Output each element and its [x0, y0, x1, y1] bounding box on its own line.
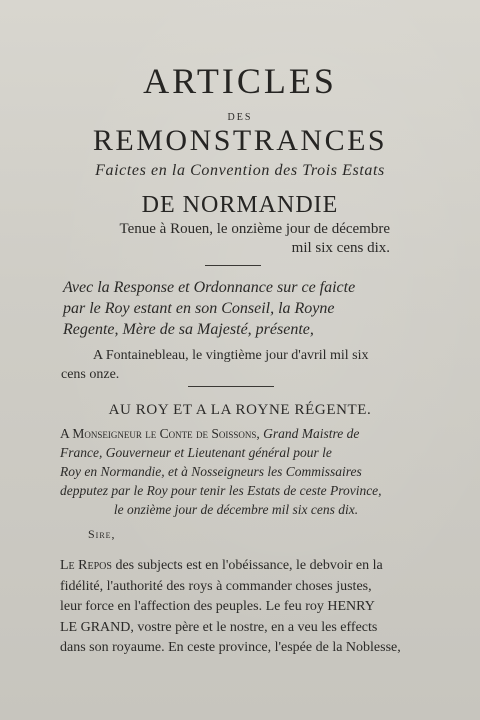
body-line-1-text: des subjects est en l'obéissance, le debvoir en la: [111, 558, 383, 573]
tenue-text: [60, 220, 390, 258]
dedication-recipient: A Monseigneur le Conte de Soissons,: [60, 426, 260, 441]
dedication-line-3: Roy en Normandie, et à Nosseigneurs les Commissaires: [60, 464, 362, 479]
subtitle: Faictes en la Convention des Trois Estats: [95, 162, 385, 179]
title-des: DES: [227, 112, 253, 123]
divider-rule: [188, 386, 274, 387]
salutation: Sire,: [88, 527, 116, 541]
tenue-line-1: Tenue à Rouen, le onzième jour de décembre: [119, 221, 390, 237]
body-line-5: dans son royaume. En ceste province, l'espée de la Noblesse,: [60, 640, 401, 655]
dedication-title: Grand Maistre de: [259, 426, 360, 441]
place-date-paragraph: [61, 346, 411, 384]
address-heading: AU ROY ET A LA ROYNE RÉGENTE.: [108, 402, 372, 418]
response-line-2: par le Roy estant en son Conseil, la Royne: [63, 300, 335, 317]
divider-rule: [205, 265, 261, 266]
title-articles: ARTICLES: [143, 61, 337, 101]
title-remonstrances: REMONSTRANCES: [92, 124, 388, 157]
place-line-2: cens onze.: [61, 367, 120, 382]
place-line-1: A Fontainebleau, le vingtième jour d'avril mil six: [93, 348, 369, 363]
dedication-line-1: [60, 424, 412, 443]
dedication-line-4: depputez par le Roy pour tenir les Estats de ceste Province,: [60, 483, 382, 498]
dedication-line-5: le onzième jour de décembre mil six cens dix.: [113, 502, 359, 517]
response-paragraph: [63, 277, 413, 340]
tenue-line-2: mil six cens dix.: [291, 240, 390, 256]
response-line-3: Regente, Mère de sa Majesté, présente,: [63, 321, 314, 338]
body-line-3: leur force en l'affection des peuples. Le feu roy HENRY: [60, 599, 375, 614]
dedication-paragraph: [60, 424, 412, 519]
response-line-1: Avec la Response et Ordonnance sur ce faicte: [63, 279, 356, 296]
title-normandie: DE NORMANDIE: [141, 192, 339, 218]
body-lead-in: Le Repos: [60, 558, 112, 573]
body-line-1: [60, 556, 410, 577]
body-line-2: fidélité, l'authorité des roys à commander choses justes,: [60, 578, 372, 594]
body-paragraph: [60, 556, 410, 659]
body-line-4: LE GRAND, vostre père et le nostre, en a veu les effects: [60, 619, 378, 635]
dedication-line-2: France, Gouverneur et Lieutenant général pour le: [60, 445, 332, 460]
